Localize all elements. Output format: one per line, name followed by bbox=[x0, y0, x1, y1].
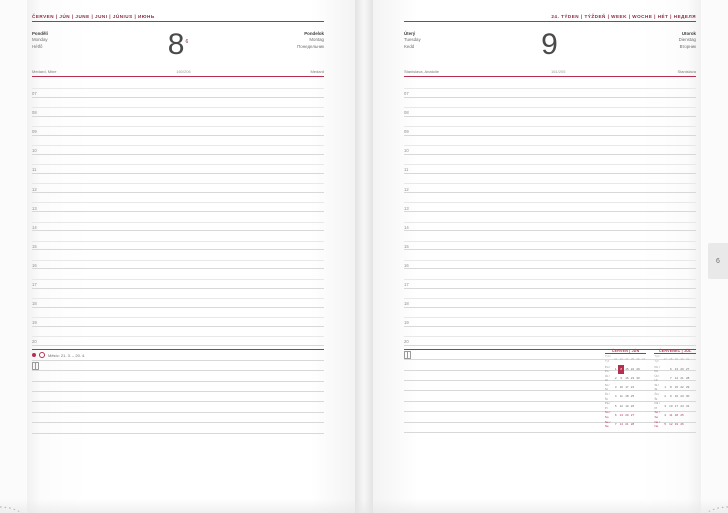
mini-calendar-day[interactable]: 28 bbox=[630, 421, 635, 426]
page-edge-left bbox=[0, 0, 28, 513]
right-page-content bbox=[404, 14, 696, 499]
hour-row[interactable] bbox=[32, 136, 324, 155]
hour-row[interactable] bbox=[32, 117, 324, 136]
mini-calendar-day[interactable]: 9 bbox=[669, 394, 672, 399]
hour-row[interactable] bbox=[32, 155, 324, 174]
mini-calendar-day[interactable] bbox=[641, 392, 647, 401]
mini-calendar-day[interactable]: 18 bbox=[625, 394, 629, 399]
mini-calendar-day[interactable]: 12 bbox=[669, 421, 673, 426]
mini-calendar-day[interactable] bbox=[641, 374, 647, 383]
moon-icon bbox=[32, 353, 36, 357]
mini-calendar-day[interactable]: 8 bbox=[618, 365, 624, 374]
mini-calendar-day[interactable]: 20 bbox=[625, 412, 629, 417]
note-line[interactable] bbox=[32, 413, 324, 423]
mini-calendar-day[interactable]: 3 bbox=[664, 403, 667, 408]
hour-row[interactable] bbox=[32, 174, 324, 193]
mini-calendar-day[interactable]: 26 bbox=[680, 421, 684, 426]
mini-calendar-title: ČERVENEC | JÚL bbox=[654, 349, 696, 355]
hour-label: 11 bbox=[404, 167, 409, 173]
nameday-sk: Medard bbox=[310, 69, 324, 74]
day-name-en: Monday bbox=[32, 37, 48, 43]
hour-label: 20 bbox=[32, 339, 37, 345]
mini-calendar-day[interactable]: 1 bbox=[614, 366, 617, 371]
mini-calendar-day[interactable]: 12 bbox=[619, 403, 623, 408]
mini-calendar-day[interactable]: 2 bbox=[614, 375, 617, 380]
hour-label: 14 bbox=[404, 224, 409, 230]
mini-calendar-dow: Út / Ut bbox=[654, 373, 660, 383]
right-day-number bbox=[404, 25, 696, 62]
day-of-year: 160/206 bbox=[176, 69, 191, 74]
hour-row[interactable] bbox=[404, 117, 696, 136]
hour-label: 13 bbox=[32, 205, 37, 211]
hour-label: 11 bbox=[32, 167, 37, 173]
mini-calendar-dow: St / St bbox=[604, 382, 610, 392]
mini-calendars bbox=[605, 349, 696, 429]
note-line[interactable] bbox=[32, 371, 324, 381]
hour-label: 12 bbox=[404, 186, 409, 192]
hour-label: 18 bbox=[32, 301, 37, 307]
right-day-names-sk bbox=[679, 31, 696, 50]
hour-label: 09 bbox=[32, 129, 37, 135]
nameday-cs: Medard, Mine bbox=[32, 69, 57, 74]
mini-calendar-day[interactable]: 16 bbox=[674, 394, 679, 399]
mini-calendar-dow: St / St bbox=[654, 382, 659, 392]
moon-note-text: Měsíc: 21. 3. – 20. 4. bbox=[48, 352, 86, 358]
mini-calendar-day[interactable]: 14 bbox=[674, 375, 679, 380]
hour-label: 15 bbox=[404, 243, 409, 249]
mini-calendar-day[interactable] bbox=[641, 365, 647, 374]
mini-calendar-day[interactable]: 15 bbox=[625, 366, 629, 371]
mini-calendar-day[interactable]: 26 bbox=[636, 357, 640, 361]
mini-calendar-day[interactable]: 20 bbox=[680, 366, 684, 371]
hour-row[interactable] bbox=[404, 212, 696, 231]
note-line[interactable] bbox=[32, 382, 324, 392]
mini-calendar-day[interactable]: 11 bbox=[669, 412, 673, 417]
mini-calendar-day[interactable]: 17 bbox=[625, 385, 629, 390]
hour-label: 17 bbox=[404, 282, 409, 288]
hour-label: 10 bbox=[32, 148, 37, 154]
hour-label: 15 bbox=[32, 243, 37, 249]
day-name-sk: Utorok bbox=[681, 31, 696, 36]
day-name-sk: Pondelok bbox=[304, 31, 324, 36]
note-line[interactable] bbox=[32, 402, 324, 412]
hour-label: 09 bbox=[404, 129, 409, 135]
mini-calendar-day[interactable]: 22 bbox=[614, 357, 618, 361]
day-number-value: 8 bbox=[167, 28, 185, 61]
hour-row[interactable] bbox=[32, 327, 324, 346]
mini-calendar-day[interactable]: 1 bbox=[664, 385, 667, 390]
mini-calendar-dow: Čt / Št bbox=[654, 392, 660, 401]
right-nameday-line bbox=[404, 69, 696, 77]
mini-calendar-day[interactable] bbox=[690, 383, 696, 392]
mini-calendar-day[interactable]: 25 bbox=[680, 412, 684, 417]
mini-calendar-day[interactable]: 10 bbox=[619, 385, 623, 390]
hour-row[interactable] bbox=[404, 136, 696, 155]
mini-calendar-day[interactable]: 25 bbox=[630, 394, 635, 399]
mini-calendar-day[interactable]: 18 bbox=[674, 412, 679, 417]
mini-calendar-dow: Pá / Pi bbox=[604, 401, 611, 410]
hour-row[interactable] bbox=[32, 308, 324, 327]
mini-calendar-day[interactable] bbox=[690, 355, 696, 364]
hour-label: 19 bbox=[32, 320, 37, 326]
mini-calendar bbox=[654, 349, 696, 429]
left-notes-area bbox=[32, 349, 324, 434]
mini-calendar-day[interactable]: 24 bbox=[625, 357, 629, 361]
mini-calendar-day[interactable]: 4 bbox=[664, 412, 667, 417]
mini-calendar-day[interactable]: 17 bbox=[674, 403, 679, 408]
mini-calendar-day[interactable]: 5 bbox=[664, 421, 667, 426]
hour-row[interactable] bbox=[32, 79, 324, 98]
mini-calendar-dow: Ne / Ne bbox=[654, 419, 660, 429]
nameday-sk: Stanislava bbox=[677, 69, 696, 74]
mini-calendar-day[interactable] bbox=[641, 401, 647, 410]
mini-calendar-day[interactable]: 6 bbox=[669, 366, 672, 371]
mini-calendar-day[interactable] bbox=[641, 383, 647, 392]
left-page-header: ČERVEN | JÚN | JUNE | JUNI | JÚNIUS | ИЮНЬ bbox=[32, 14, 324, 22]
mini-calendar-day[interactable]: 30 bbox=[680, 357, 684, 361]
mini-calendar-day[interactable]: 31 bbox=[686, 357, 690, 361]
mini-calendar-dow: Pá / Pi bbox=[654, 401, 660, 410]
hour-row[interactable] bbox=[404, 308, 696, 327]
hour-label: 08 bbox=[32, 110, 37, 116]
right-notes-area bbox=[404, 349, 696, 433]
mini-calendar-day[interactable]: 22 bbox=[630, 366, 635, 371]
left-page-content bbox=[32, 14, 324, 499]
mini-calendar-day[interactable]: 13 bbox=[674, 366, 679, 371]
mini-calendar bbox=[605, 349, 647, 429]
mini-calendar-day[interactable]: 8 bbox=[669, 385, 672, 390]
day-name-primary: Úterý bbox=[404, 31, 416, 36]
hour-row[interactable] bbox=[32, 98, 324, 117]
hour-row[interactable] bbox=[32, 250, 324, 269]
mini-calendar-day[interactable]: 30 bbox=[636, 375, 640, 380]
mini-calendar-day[interactable]: 19 bbox=[674, 421, 679, 426]
hour-label: 13 bbox=[404, 205, 409, 211]
hour-label: 10 bbox=[404, 148, 409, 154]
hour-row[interactable] bbox=[404, 269, 696, 288]
day-name-primary: Pondělí bbox=[32, 31, 48, 36]
hour-row[interactable] bbox=[32, 193, 324, 212]
mini-calendar-dow: Ne / Ne bbox=[604, 419, 611, 429]
month-tab-6[interactable] bbox=[708, 243, 728, 279]
mini-calendar-day[interactable]: 29 bbox=[636, 366, 640, 371]
hour-label: 16 bbox=[32, 262, 37, 268]
mini-calendar-day[interactable]: 21 bbox=[625, 421, 629, 426]
mini-calendar-day[interactable]: 23 bbox=[680, 394, 684, 399]
book-icon bbox=[32, 362, 39, 370]
mini-calendar-title: ČERVEN | JÚN bbox=[605, 349, 647, 355]
hour-row[interactable] bbox=[404, 250, 696, 269]
mini-calendar-day[interactable] bbox=[690, 420, 696, 429]
mini-calendar-day[interactable] bbox=[641, 420, 647, 429]
mini-calendar-day[interactable]: 3 bbox=[614, 385, 617, 390]
moon-phase-row bbox=[32, 349, 324, 361]
book-gutter bbox=[355, 0, 373, 513]
mini-calendar-day[interactable] bbox=[690, 410, 696, 419]
hour-row[interactable] bbox=[404, 193, 696, 212]
day-name-de: Montag bbox=[309, 37, 324, 43]
mini-calendar-day[interactable] bbox=[690, 365, 696, 374]
mini-calendar-day[interactable]: 19 bbox=[625, 403, 629, 408]
note-line[interactable] bbox=[32, 361, 324, 371]
hour-label: 14 bbox=[32, 224, 37, 230]
moon-icon bbox=[39, 352, 45, 358]
mini-calendar-dow: So / So bbox=[654, 410, 660, 420]
day-of-year: 161/205 bbox=[550, 69, 566, 74]
right-page-header: 24. TÝDEN | TÝŽDEŇ | WEEK | WOCHE | HÉT | НЕДЕЛЯ bbox=[404, 14, 696, 22]
mini-calendar-dow: Po / Po bbox=[604, 364, 611, 374]
hour-row[interactable] bbox=[404, 98, 696, 117]
note-line[interactable] bbox=[32, 392, 324, 402]
mini-calendar-day[interactable]: 2 bbox=[664, 394, 667, 399]
mini-calendar-day[interactable]: 5 bbox=[614, 403, 617, 408]
left-nameday-line bbox=[32, 69, 324, 77]
mini-calendar-dow: Út / Ut bbox=[604, 373, 610, 383]
mini-calendar-day[interactable]: 23 bbox=[630, 375, 635, 380]
mini-calendar-day[interactable]: 26 bbox=[630, 403, 635, 408]
mini-calendar-dow: Týd / Týž bbox=[604, 355, 611, 363]
day-number-superscript: 6 bbox=[185, 39, 189, 45]
hour-label: 07 bbox=[404, 91, 409, 97]
mini-calendar-day[interactable]: 4 bbox=[614, 394, 617, 399]
mini-calendar-day[interactable]: 24 bbox=[630, 385, 635, 390]
hour-row[interactable] bbox=[32, 289, 324, 308]
hour-row[interactable] bbox=[32, 269, 324, 288]
hour-label: 08 bbox=[404, 110, 409, 116]
hour-row[interactable] bbox=[32, 231, 324, 250]
hour-row[interactable] bbox=[404, 79, 696, 98]
left-day-number bbox=[32, 25, 324, 62]
day-name-hu: Kedd bbox=[404, 43, 415, 49]
note-line[interactable] bbox=[32, 423, 324, 433]
mini-calendar-day[interactable]: 6 bbox=[614, 412, 617, 417]
mini-calendar-day[interactable]: 27 bbox=[642, 357, 646, 361]
hour-label: 20 bbox=[404, 339, 409, 345]
day-name-en: Tuesday bbox=[404, 37, 421, 43]
mini-calendar-day[interactable]: 22 bbox=[680, 385, 684, 390]
mini-calendar-day[interactable] bbox=[690, 374, 696, 383]
left-hour-grid bbox=[32, 79, 324, 346]
mini-calendar-day[interactable]: 31 bbox=[685, 403, 690, 408]
mini-calendar-day[interactable]: 9 bbox=[620, 375, 623, 380]
hour-label: 17 bbox=[32, 282, 37, 288]
mini-calendar-day[interactable]: 15 bbox=[674, 385, 679, 390]
day-name-ru: Вторник bbox=[679, 43, 696, 49]
hour-label: 19 bbox=[404, 320, 409, 326]
mini-calendar-dow: Čt / Št bbox=[604, 392, 610, 401]
mini-calendar-dow: So / So bbox=[604, 410, 611, 420]
mini-calendar-day[interactable]: 7 bbox=[669, 375, 672, 380]
mini-calendar-day[interactable]: 7 bbox=[614, 421, 617, 426]
right-day-header bbox=[404, 27, 696, 69]
mini-calendar-dow: Po / Po bbox=[654, 364, 660, 374]
hour-row[interactable] bbox=[404, 155, 696, 174]
mini-calendar-day[interactable]: 27 bbox=[685, 366, 690, 371]
mini-calendar-day[interactable]: 27 bbox=[630, 412, 635, 417]
mini-calendar-day[interactable]: 29 bbox=[674, 357, 678, 361]
hour-row[interactable] bbox=[32, 212, 324, 231]
mini-calendar-day[interactable]: 28 bbox=[669, 357, 673, 361]
hour-label: 18 bbox=[404, 301, 409, 307]
mini-calendar-day[interactable]: 30 bbox=[685, 394, 690, 399]
hour-label: 07 bbox=[32, 91, 37, 97]
mini-calendar-day[interactable]: 14 bbox=[619, 421, 623, 426]
mini-calendar-day[interactable]: 27 bbox=[663, 357, 667, 361]
hour-label: 12 bbox=[32, 186, 37, 192]
day-name-de: Dienstag bbox=[678, 37, 696, 43]
nameday-cs: Stanislava, Anatolie bbox=[404, 69, 439, 74]
left-day-names-sk bbox=[297, 31, 324, 50]
mini-calendar-day[interactable]: 10 bbox=[669, 403, 673, 408]
day-name-hu: Hétfő bbox=[32, 43, 43, 49]
mini-calendar-day[interactable] bbox=[690, 392, 696, 401]
hour-label: 16 bbox=[404, 262, 409, 268]
bottom-shadow bbox=[0, 499, 728, 513]
mini-calendar-day[interactable]: 23 bbox=[619, 357, 623, 361]
month-tab-label: 6 bbox=[716, 257, 720, 265]
mini-calendar-day[interactable]: 21 bbox=[680, 375, 684, 380]
hour-row[interactable] bbox=[404, 327, 696, 346]
right-hour-grid bbox=[404, 79, 696, 346]
mini-calendar-day[interactable]: 24 bbox=[680, 403, 684, 408]
hour-row[interactable] bbox=[404, 174, 696, 193]
hour-row[interactable] bbox=[404, 289, 696, 308]
mini-calendar-day[interactable]: 11 bbox=[619, 394, 623, 399]
mini-calendar-day[interactable]: 29 bbox=[685, 385, 690, 390]
mini-calendar-dow: Týd / Týž bbox=[654, 355, 661, 363]
mini-calendar-day[interactable]: 28 bbox=[685, 375, 690, 380]
day-number-value: 9 bbox=[541, 28, 558, 61]
mini-calendar-day[interactable] bbox=[690, 401, 696, 410]
day-name-ru: Понедельник bbox=[297, 43, 324, 49]
mini-calendar-day[interactable]: 16 bbox=[625, 375, 629, 380]
hour-row[interactable] bbox=[404, 231, 696, 250]
mini-calendar-day[interactable]: 13 bbox=[619, 412, 623, 417]
left-day-header bbox=[32, 27, 324, 69]
mini-calendar-day[interactable]: 25 bbox=[630, 357, 634, 361]
mini-calendar-day[interactable] bbox=[641, 410, 647, 419]
book-icon bbox=[404, 351, 411, 359]
